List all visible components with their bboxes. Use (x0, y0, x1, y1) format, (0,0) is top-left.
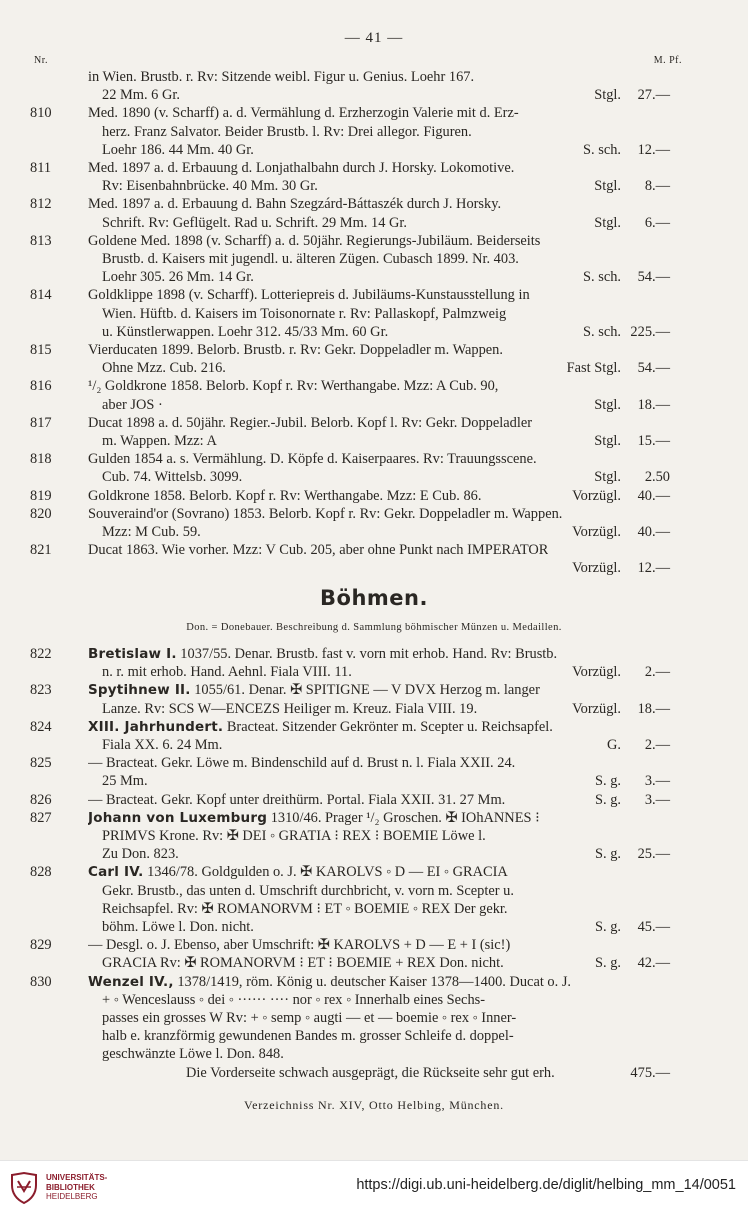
entry-number: 822 (30, 646, 52, 662)
entry-line (88, 918, 621, 936)
entry-text (88, 104, 519, 122)
entry-line (88, 286, 621, 304)
entry-description: u. Künstlerwappen. Loehr 312. 45/33 Mm. 60 Gr. (102, 323, 389, 340)
entry-description: Goldene Med. 1898 (v. Scharff) a. d. 50jähr. Regierungs-Jubiläum. Beiderseits (88, 232, 541, 249)
entry-grade: S. g. (595, 955, 621, 972)
entry-grade: Stgl. (594, 178, 621, 195)
catalog-entry (0, 645, 748, 681)
entry-description: n. r. mit erhob. Hand. Aehnl. Fiala VIII. 11. (102, 664, 352, 681)
entry-price: 475.— (630, 1064, 670, 1081)
entry-line (88, 1027, 621, 1045)
entry-text (102, 432, 217, 450)
entry-line (88, 232, 621, 250)
entries-austria (0, 68, 748, 578)
entry-grade: Stgl. (594, 214, 621, 231)
entry-text (102, 772, 148, 790)
ruler-name: Johann von Luxemburg (88, 809, 268, 826)
entry-description: Vierducaten 1899. Belorb. Brustb. r. Rv: Gekr. Doppeladler m. Wappen. (88, 342, 503, 359)
entry-line (88, 195, 621, 213)
catalog-entry (0, 809, 748, 864)
entry-text (88, 791, 505, 809)
entry-text (88, 645, 557, 663)
entry-number: 824 (30, 718, 52, 735)
entry-text (88, 754, 515, 772)
entry-description: Reichsapfel. Rv: ✠ ROMANORVM ⁝ ET ◦ BOEMIE ◦ REX Der gekr. (102, 900, 508, 917)
entry-line (88, 1045, 621, 1063)
entry-line (88, 177, 621, 195)
entry-text (102, 323, 388, 341)
catalog-entry (0, 232, 748, 287)
entry-text (88, 809, 540, 827)
entry-price: 18.— (637, 396, 670, 413)
entry-line (88, 559, 621, 577)
catalog-entry (0, 195, 748, 231)
entry-grade (613, 882, 621, 900)
entry-text (88, 232, 540, 250)
entry-line (88, 936, 621, 954)
entry-price: 27.— (637, 87, 670, 104)
entry-text (102, 177, 318, 195)
entry-description: 25 Mm. (102, 773, 148, 790)
entry-line (88, 900, 621, 918)
entry-line (88, 341, 621, 359)
catalog-entry (0, 791, 748, 809)
entry-description: 1037/55. Denar. Brustb. fast v. vorn mit erhob. Hand. Rv: Brustb. (180, 646, 558, 662)
entry-line (88, 718, 621, 736)
entry-text (88, 681, 540, 699)
entry-text (102, 991, 485, 1009)
catalog-entry (0, 936, 748, 972)
catalog-entry (0, 754, 748, 790)
library-name (46, 1173, 107, 1202)
entry-description: Rv: Eisenbahnbrücke. 40 Mm. 30 Gr. (102, 178, 318, 195)
entry-description: Med. 1890 (v. Scharff) a. d. Vermählung d. Erzherzogin Valerie mit d. Erz- (88, 105, 519, 122)
entry-grade (613, 232, 621, 250)
entry-text (88, 973, 571, 991)
entry-grade (613, 754, 621, 772)
entry-number: 829 (30, 937, 52, 954)
entry-line (88, 1009, 621, 1027)
entry-description: Schrift. Rv: Geflügelt. Rad u. Schrift. 29 Mm. 14 Gr. (102, 214, 407, 231)
entry-grade: Vorzügl. (572, 700, 621, 717)
entry-description: 1310/46. Prager ¹/₂ Groschen. ✠ IOhANNES ⁝ (270, 809, 540, 826)
entry-price: 225.— (630, 323, 670, 340)
ruler-name: Spytihnew II. (88, 682, 191, 699)
entry-line (88, 991, 621, 1009)
entry-text (88, 159, 514, 177)
entry-number: 827 (30, 809, 52, 826)
entry-grade (613, 377, 621, 395)
catalog-entry (0, 973, 748, 1082)
entry-price: 2.— (644, 664, 670, 681)
entry-description: Wien. Hüftb. d. Kaisers im Toisonornate r. Rv: Pallaskopf, Palmzweig (102, 305, 507, 322)
catalog-entry (0, 377, 748, 413)
entry-text (88, 450, 537, 468)
entry-description: Loehr 305. 26 Mm. 14 Gr. (102, 269, 254, 286)
entry-number: 812 (30, 196, 52, 213)
entry-grade (613, 195, 621, 213)
entry-line (88, 450, 621, 468)
entry-text (102, 359, 226, 377)
library-name-line1: UNIVERSITÄTS- (46, 1173, 108, 1183)
entry-text (88, 341, 503, 359)
entry-line (88, 359, 621, 377)
entry-description: ¹/₂ Goldkrone 1858. Belorb. Kopf r. Rv: Werthangabe. Mzz: A Cub. 90, (88, 378, 499, 395)
entry-text (102, 86, 180, 104)
entry-line (88, 791, 621, 809)
entry-number: 814 (30, 287, 52, 304)
entry-line (88, 700, 621, 718)
entry-text (102, 845, 179, 863)
entry-description: aber JOS · (102, 396, 163, 413)
entry-grade (613, 863, 621, 881)
entry-text (102, 1009, 516, 1027)
entry-text (102, 123, 472, 141)
entry-price: 54.— (637, 269, 670, 286)
entry-description: geschwänzte Löwe l. Don. 848. (102, 1046, 284, 1063)
entry-line (88, 123, 621, 141)
entry-grade: Stgl. (594, 396, 621, 413)
entry-grade (613, 827, 621, 845)
catalog-entry (0, 450, 748, 486)
entry-text (102, 827, 486, 845)
entry-number: 817 (30, 414, 52, 431)
entry-text (102, 1045, 284, 1063)
entry-text (102, 214, 407, 232)
entry-text (102, 900, 508, 918)
entry-description: — Bracteat. Gekr. Kopf unter dreithürm. Portal. Fiala XXII. 31. 27 Mm. (88, 791, 506, 808)
entry-price: 3.— (644, 773, 670, 790)
entry-price: 25.— (637, 846, 670, 863)
entry-description: passes ein grosses W Rv: + ◦ semp ◦ augti — et — boemie ◦ rex ◦ Inner- (102, 1010, 517, 1027)
entry-grade (613, 250, 621, 268)
entry-grade: G. (607, 737, 621, 754)
entry-grade: Stgl. (594, 469, 621, 486)
entry-line (88, 250, 621, 268)
entry-grade (613, 1009, 621, 1027)
entry-grade (613, 991, 621, 1009)
entry-grade: S. sch. (583, 323, 621, 340)
section-title: Böhmen. (320, 586, 428, 610)
entry-line (88, 541, 621, 559)
entry-description: Mzz: M Cub. 59. (102, 524, 201, 541)
entry-line (88, 377, 621, 395)
entry-line (88, 86, 621, 104)
entry-grade: S. sch. (583, 269, 621, 286)
entry-number: 818 (30, 451, 52, 468)
entry-line (88, 827, 621, 845)
entry-text (102, 396, 163, 414)
entry-description: Zu Don. 823. (102, 846, 179, 863)
entry-price: 2.50 (644, 469, 670, 486)
entry-line (88, 954, 621, 972)
entry-line (88, 809, 621, 827)
entry-text (88, 68, 474, 86)
entry-line (88, 414, 621, 432)
entry-description: m. Wappen. Mzz: A (102, 433, 217, 450)
entry-grade: S. g. (595, 846, 621, 863)
entry-grade: Vorzügl. (572, 560, 621, 577)
catalog-entry (0, 681, 748, 717)
document-url[interactable]: https://digi.ub.uni-heidelberg.de/diglit/helbing_mm_14/0051 (356, 1177, 736, 1193)
entry-text (102, 1027, 514, 1045)
entry-line (88, 663, 621, 681)
entry-grade (613, 159, 621, 177)
section-note: Don. = Donebauer. Beschreibung d. Sammlung böhmischer Münzen u. Medaillen. (186, 622, 562, 633)
entry-line (88, 1064, 621, 1082)
column-header-price: M. Pf. (653, 55, 682, 66)
entry-text (102, 736, 222, 754)
entry-description: 1378/1419, röm. König u. deutscher Kaiser 1378—1400. Ducat o. J. (177, 973, 572, 990)
entry-number: 815 (30, 342, 52, 359)
entry-description: Goldklippe 1898 (v. Scharff). Lotteriepreis d. Jubiläums-Kunstausstellung in (88, 287, 530, 304)
entry-grade (613, 414, 621, 432)
entry-grade: S. g. (595, 773, 621, 790)
entry-grade (613, 305, 621, 323)
entry-description: Brustb. d. Kaisers mit jugendl. u. älteren Zügen. Cubasch 1899. Nr. 403. (102, 251, 519, 268)
entry-description: Loehr 186. 44 Mm. 40 Gr. (102, 141, 254, 158)
ruler-name: XIII. Jahrhundert. (88, 718, 224, 735)
entry-description: + ◦ Wenceslauss ◦ dei ◦ ······ ···· nor ◦ rex ◦ Innerhalb eines Sechs- (102, 991, 486, 1008)
entry-number: 821 (30, 542, 52, 559)
entry-description: Med. 1897 a. d. Erbauung d. Lonjathalbahn durch J. Horsky. Lokomotive. (88, 160, 515, 177)
entry-description: Med. 1897 a. d. Erbauung d. Bahn Szegzárd-Báttaszék durch J. Horsky. (88, 196, 502, 213)
entry-description: halb e. kranzförmig gewundenen Bandes m. grosser Schleife d. doppel- (102, 1028, 514, 1045)
entry-price: 6.— (644, 214, 670, 231)
entry-grade (613, 645, 621, 663)
catalog-entry (0, 863, 748, 936)
entry-grade: Vorzügl. (572, 664, 621, 681)
catalog-entry (0, 718, 748, 754)
catalog-entry (0, 341, 748, 377)
library-name-line3: HEIDELBERG (46, 1192, 98, 1202)
entry-number: 826 (30, 791, 52, 808)
entry-text (102, 468, 242, 486)
ruler-name: Carl IV. (88, 864, 144, 881)
entry-line (88, 645, 621, 663)
catalog-entry (0, 487, 748, 505)
entry-line (88, 863, 621, 881)
entry-number: 813 (30, 232, 52, 249)
catalog-entry (0, 505, 748, 541)
entry-grade: Stgl. (594, 87, 621, 104)
entry-line (88, 754, 621, 772)
entry-grade (613, 450, 621, 468)
entry-line (88, 323, 621, 341)
entry-number: 828 (30, 864, 52, 881)
entry-text (102, 141, 254, 159)
entry-grade (613, 286, 621, 304)
entry-line (88, 736, 621, 754)
entry-text (102, 918, 254, 936)
entry-grade (613, 936, 621, 954)
entry-grade: Vorzügl. (572, 524, 621, 541)
entry-text (102, 268, 254, 286)
entry-grade: S. g. (595, 919, 621, 936)
entry-price: 12.— (637, 560, 670, 577)
entry-text (88, 505, 562, 523)
entry-grade (613, 1045, 621, 1063)
entry-grade (613, 104, 621, 122)
entry-description: Gekr. Brustb., das unten d. Umschrift durchbricht, v. vorn m. Scepter u. (102, 882, 514, 899)
entry-description: Goldkrone 1858. Belorb. Kopf r. Rv: Werthangabe. Mzz: E Cub. 86. (88, 487, 482, 504)
entry-description: Ducat 1898 a. d. 50jähr. Regier.-Jubil. Belorb. Kopf l. Rv: Gekr. Doppeladler (88, 414, 533, 431)
entry-grade (613, 341, 621, 359)
catalog-entry (0, 541, 748, 577)
ruler-name: Wenzel IV., (88, 973, 174, 990)
entry-description: 1055/61. Denar. ✠ SPITIGNE — V DVX Herzog m. langer (194, 682, 540, 699)
catalog-entry (0, 104, 748, 159)
entry-number: 825 (30, 755, 52, 772)
entry-line (88, 214, 621, 232)
entry-description: in Wien. Brustb. r. Rv: Sitzende weibl. Figur u. Genius. Loehr 167. (88, 69, 475, 85)
entry-text (88, 936, 510, 954)
page-number: — 41 — (344, 30, 404, 46)
entry-grade: S. sch. (583, 141, 621, 158)
entry-text (88, 195, 501, 213)
entry-description: GRACIA Rv: ✠ ROMANORVM ⁝ ET ⁝ BOEMIE + REX Don. nicht. (102, 955, 504, 972)
entries-bohemia (0, 645, 748, 1082)
entry-text (88, 286, 530, 304)
entry-number: 820 (30, 505, 52, 522)
entry-number: 819 (30, 487, 52, 504)
entry-price: 8.— (644, 178, 670, 195)
entry-number: 823 (30, 682, 52, 699)
entry-price: 45.— (637, 919, 670, 936)
entry-description: Cub. 74. Wittelsb. 3099. (102, 469, 243, 486)
catalog-entry (0, 159, 748, 195)
catalog-footer: Verzeichniss Nr. XIV, Otto Helbing, München. (244, 1098, 504, 1112)
entry-line (88, 104, 621, 122)
entry-grade: S. g. (595, 791, 621, 808)
entry-line (88, 468, 621, 486)
entry-text (102, 523, 201, 541)
entry-grade (613, 809, 621, 827)
entry-line (88, 882, 621, 900)
entry-grade: Vorzügl. (572, 487, 621, 504)
entry-text (102, 305, 506, 323)
entry-description: Ducat 1863. Wie vorher. Mzz: V Cub. 205, aber ohne Punkt nach IMPERATOR (88, 542, 549, 559)
entry-line (88, 487, 621, 505)
entry-description: herz. Franz Salvator. Beider Brustb. l. Rv: Drei allegor. Figuren. (102, 123, 472, 140)
catalog-entry (0, 68, 748, 104)
entry-line (88, 432, 621, 450)
entry-grade (613, 1027, 621, 1045)
entry-grade (613, 681, 621, 699)
entry-line (88, 141, 621, 159)
entry-line (88, 973, 621, 991)
entry-description: 22 Mm. 6 Gr. (102, 87, 180, 104)
entry-text (102, 700, 477, 718)
column-header-number: Nr. (34, 55, 48, 66)
entry-line (88, 681, 621, 699)
entry-grade (613, 973, 621, 991)
entry-grade (613, 123, 621, 141)
entry-grade (613, 1064, 621, 1082)
viewer-footer-bar (0, 1160, 748, 1214)
entry-line (88, 396, 621, 414)
entry-line (88, 268, 621, 286)
entry-grade (613, 68, 621, 86)
entry-grade (613, 900, 621, 918)
entry-line (88, 305, 621, 323)
entry-price: 12.— (637, 141, 670, 158)
entry-description: Gulden 1854 a. s. Vermählung. D. Köpfe d. Kaiserpaares. Rv: Trauungsscene. (88, 451, 537, 468)
entry-text (88, 377, 498, 395)
entry-grade (613, 541, 621, 559)
entry-price: 2.— (644, 737, 670, 754)
entry-line (88, 772, 621, 790)
entry-description: Die Vorderseite schwach ausgeprägt, die Rückseite sehr gut erh. (186, 1064, 555, 1081)
entry-number: 810 (30, 105, 52, 122)
entry-grade: Fast Stgl. (566, 360, 621, 377)
entry-price: 40.— (637, 524, 670, 541)
entry-line (88, 159, 621, 177)
entry-description: Bracteat. Sitzender Gekrönter m. Scepter u. Reichsapfel. (226, 718, 553, 735)
entry-text (88, 863, 508, 881)
entry-price: 15.— (637, 433, 670, 450)
entry-price: 54.— (637, 360, 670, 377)
entry-description: 1346/78. Goldgulden o. J. ✠ KAROLVS ◦ D — EI ◦ GRACIA (147, 864, 508, 881)
ruler-name: Bretislaw I. (88, 646, 177, 662)
entry-line (88, 505, 621, 523)
entry-grade (613, 718, 621, 736)
entry-description: — Bracteat. Gekr. Löwe m. Bindenschild auf d. Brust n. l. Fiala XXII. 24. (88, 755, 516, 772)
entry-description: böhm. Löwe l. Don. nicht. (102, 919, 254, 936)
entry-text (88, 487, 481, 505)
entry-text (102, 954, 504, 972)
entry-description: Souveraind'or (Sovrano) 1853. Belorb. Kopf r. Rv: Gekr. Doppeladler m. Wappen. (88, 505, 563, 522)
library-logo[interactable] (8, 1171, 107, 1205)
entry-description: Ohne Mzz. Cub. 216. (102, 360, 226, 377)
library-name-line2: BIBLIOTHEK (46, 1182, 95, 1192)
entry-price: 42.— (637, 955, 670, 972)
entry-description: Lanze. Rv: SCS W—ENCEZS Heiliger m. Kreuz. Fiala VIII. 19. (102, 700, 478, 717)
entry-line (88, 68, 621, 86)
entry-grade: Stgl. (594, 433, 621, 450)
entry-number: 816 (30, 378, 52, 395)
entry-number: 811 (30, 160, 52, 177)
entry-text (102, 882, 514, 900)
entry-description: — Desgl. o. J. Ebenso, aber Umschrift: ✠ KAROLVS + D — E + I (sic!) (88, 937, 511, 954)
entry-text (88, 541, 548, 559)
entry-text (186, 1064, 555, 1082)
entry-price: 18.— (637, 700, 670, 717)
catalog-entry (0, 286, 748, 341)
entry-price: 40.— (637, 487, 670, 504)
entry-grade (613, 505, 621, 523)
entry-text (102, 663, 352, 681)
entry-text (88, 414, 532, 432)
entry-number: 830 (30, 973, 52, 990)
entry-description: PRIMVS Krone. Rv: ✠ DEI ◦ GRATIA ⁝ REX ⁝ BOEMIE Löwe l. (102, 828, 486, 845)
entry-text (88, 718, 553, 736)
entry-description: Fiala XX. 6. 24 Mm. (102, 737, 223, 754)
entry-line (88, 845, 621, 863)
entry-text (102, 250, 519, 268)
library-seal-icon (8, 1171, 40, 1205)
entry-price: 3.— (644, 791, 670, 808)
entry-line (88, 523, 621, 541)
catalog-entry (0, 414, 748, 450)
